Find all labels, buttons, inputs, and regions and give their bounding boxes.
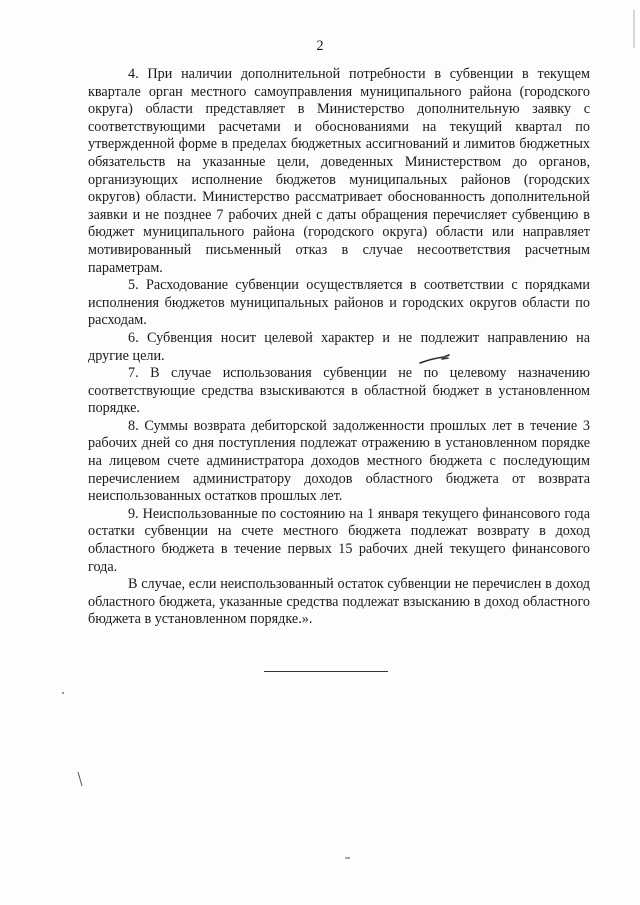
scan-edge-icon bbox=[632, 10, 636, 50]
document-body bbox=[88, 66, 590, 629]
paragraph-8: 8. Суммы возврата дебиторской задолженности прошлых лет в течение 3 рабочих дней со дня поступления подлежат отражению в установленном порядке на лицевом счете администратора доходов местного бюджета с последующим перечислением администратору доходов областного бюджета от возврата неиспользованных остатков прошлых лет. bbox=[88, 417, 590, 505]
paragraph-6: 6. Субвенция носит целевой характер и не подлежит направлению на другие цели. bbox=[88, 329, 590, 364]
pen-mark-icon bbox=[418, 352, 452, 366]
paragraph-closing: В случае, если неиспользованный остаток субвенции не перечислен в доход областного бюджета, указанные средства подлежат взысканию в доход областного бюджета в установленном порядке.». bbox=[88, 576, 590, 628]
scan-dash-icon bbox=[344, 856, 352, 860]
page-number: 2 bbox=[316, 38, 324, 54]
scan-speck-icon bbox=[76, 770, 86, 790]
paragraph-9: 9. Неиспользованные по состоянию на 1 января текущего финансового года остатки субвенции на счете местного бюджета подлежат возврату в доход областного бюджета в течение первых 15 рабочих дней текущего финансового года. bbox=[88, 505, 590, 575]
end-divider bbox=[264, 671, 388, 672]
scan-dot-icon bbox=[60, 690, 66, 696]
paragraph-4: 4. При наличии дополнительной потребности в субвенции в текущем квартале орган местного самоуправления муниципального района (городского округа) области представляет в Министерство дополнительную заявку с соответствующими расчетами и обоснованиями на текущий квартал по утвержденной форме в пределах бюджетных ассигнований и лимитов бюджетных обязательств на указанные цели, доведенных Министерством до органов, организующих исполнение бюджетов муниципальных районов (городских округов) области. Министерство рассматривает обоснованность дополнительной заявки и не позднее 7 рабочих дней с даты обращения перечисляет субвенцию в бюджет муниципального района (городского округа) области или направляет мотивированный письменный отказ в случае несоответствия расчетным параметрам. bbox=[88, 66, 590, 276]
paragraph-7: 7. В случае использования субвенции не по целевому назначению соответствующие средства взыскиваются в областной бюджет в установленном порядке. bbox=[88, 365, 590, 417]
paragraph-5: 5. Расходование субвенции осуществляется в соответствии с порядками исполнения бюджетов муниципальных районов и городских округов области по расходам. bbox=[88, 277, 590, 329]
